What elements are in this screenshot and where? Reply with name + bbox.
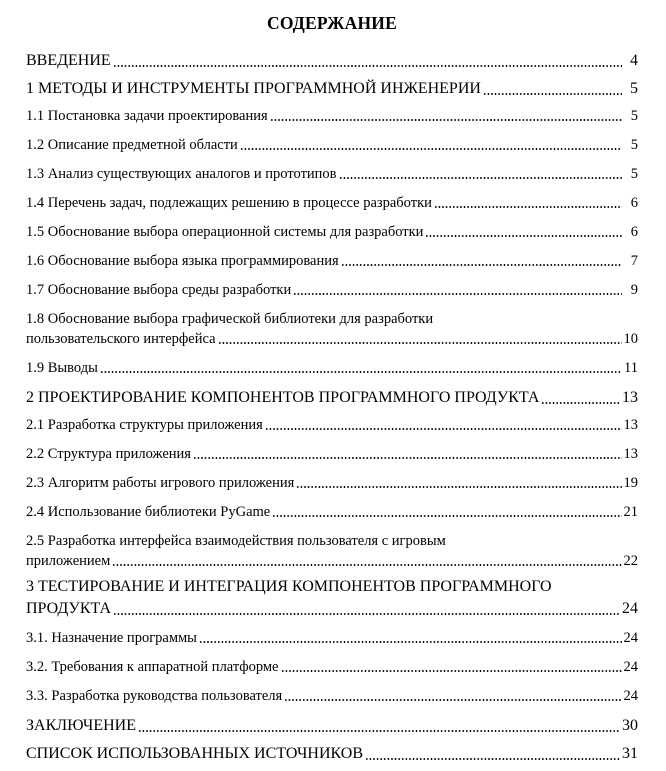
toc-entry-page: 9 bbox=[630, 282, 638, 298]
toc-entry-label-line1: 1.8 Обоснование выбора графической библиотеки для разработки bbox=[26, 311, 434, 327]
toc-entry-label: 1.4 Перечень задач, подлежащих решению в процессе разработки bbox=[26, 195, 432, 211]
toc-entry-line2 bbox=[26, 598, 638, 620]
toc-entry-label: 1.7 Обоснование выбора среды разработки bbox=[26, 282, 292, 298]
dot-leader bbox=[341, 264, 622, 266]
dot-leader bbox=[265, 428, 622, 430]
dot-leader bbox=[100, 371, 622, 373]
toc-entry-label: 3.2. Требования к аппаратной платформе bbox=[26, 659, 279, 675]
toc-entry-page: 5 bbox=[630, 166, 638, 182]
toc-entry-label: ЗАКЛЮЧЕНИЕ bbox=[26, 717, 136, 734]
toc-entry-label: ВВЕДЕНИЕ bbox=[26, 52, 111, 69]
dot-leader bbox=[293, 293, 622, 295]
toc-entry-page: 21 bbox=[623, 504, 638, 520]
toc-entry-label-line2: ПРОДУКТА bbox=[26, 600, 112, 617]
toc-entry-introduction[interactable] bbox=[26, 50, 638, 72]
toc-entry-2-2[interactable] bbox=[26, 444, 638, 464]
dot-leader bbox=[113, 65, 622, 67]
toc-entry-page: 7 bbox=[630, 253, 638, 269]
dot-leader bbox=[193, 457, 622, 459]
toc-entry-chapter-1[interactable] bbox=[26, 78, 638, 100]
toc-entry-label: 1.6 Обоснование выбора языка программирования bbox=[26, 253, 339, 269]
toc-entry-label: 1.1 Постановка задачи проектирования bbox=[26, 108, 268, 124]
toc-entry-line2 bbox=[26, 551, 638, 571]
toc-entry-references[interactable] bbox=[26, 743, 638, 765]
toc-entry-page: 13 bbox=[622, 389, 638, 406]
toc-entry-2-1[interactable] bbox=[26, 415, 638, 435]
table-of-contents bbox=[26, 10, 638, 771]
toc-entry-label: 1.2 Описание предметной области bbox=[26, 137, 238, 153]
toc-entry-3-3[interactable] bbox=[26, 686, 638, 706]
dot-leader bbox=[218, 342, 622, 344]
toc-entry-page: 22 bbox=[623, 553, 638, 569]
toc-entry-page: 6 bbox=[630, 195, 638, 211]
toc-entry-label: 2 ПРОЕКТИРОВАНИЕ КОМПОНЕНТОВ ПРОГРАММНОГО ПРОДУКТА bbox=[26, 389, 540, 406]
toc-entry-page: 24 bbox=[623, 688, 638, 704]
dot-leader bbox=[270, 119, 622, 121]
toc-entry-chapter-3[interactable] bbox=[26, 576, 638, 620]
dot-leader bbox=[199, 641, 622, 643]
toc-entry-label: 2.4 Использование библиотеки PyGame bbox=[26, 504, 271, 520]
dot-leader bbox=[284, 699, 621, 701]
toc-entry-label: 3.3. Разработка руководства пользователя bbox=[26, 688, 283, 704]
toc-entry-page: 5 bbox=[630, 137, 638, 153]
toc-entry-2-3[interactable] bbox=[26, 473, 638, 493]
toc-entry-page: 4 bbox=[630, 52, 638, 69]
toc-entry-1-3[interactable] bbox=[26, 164, 638, 184]
toc-entry-1-7[interactable] bbox=[26, 280, 638, 300]
toc-entry-label: 2.1 Разработка структуры приложения bbox=[26, 417, 263, 433]
dot-leader bbox=[296, 486, 621, 488]
dot-leader bbox=[240, 148, 622, 150]
dot-leader bbox=[425, 235, 622, 237]
toc-entry-1-1[interactable] bbox=[26, 106, 638, 126]
toc-entry-page: 6 bbox=[630, 224, 638, 240]
toc-entry-1-9[interactable] bbox=[26, 358, 638, 378]
toc-entry-label: 2.2 Структура приложения bbox=[26, 446, 191, 462]
toc-entry-2-5[interactable] bbox=[26, 531, 638, 571]
toc-entry-label-line2: приложением bbox=[26, 553, 111, 569]
toc-entry-page: 31 bbox=[622, 745, 638, 762]
dot-leader bbox=[339, 177, 622, 179]
dot-leader bbox=[281, 670, 622, 672]
toc-entry-1-4[interactable] bbox=[26, 193, 638, 213]
toc-entry-1-8[interactable] bbox=[26, 309, 638, 349]
toc-entry-1-6[interactable] bbox=[26, 251, 638, 271]
toc-entry-1-2[interactable] bbox=[26, 135, 638, 155]
dot-leader bbox=[365, 758, 620, 760]
toc-entry-label: 3.1. Назначение программы bbox=[26, 630, 197, 646]
toc-entry-3-2[interactable] bbox=[26, 657, 638, 677]
toc-entry-page: 5 bbox=[630, 80, 638, 97]
toc-entry-page: 30 bbox=[622, 717, 638, 734]
toc-entry-3-1[interactable] bbox=[26, 628, 638, 648]
toc-entry-label: 1.3 Анализ существующих аналогов и прототипов bbox=[26, 166, 337, 182]
toc-entry-1-5[interactable] bbox=[26, 222, 638, 242]
toc-entry-page: 24 bbox=[622, 600, 638, 617]
toc-entry-label: 1.9 Выводы bbox=[26, 360, 98, 376]
toc-entry-page: 19 bbox=[623, 475, 638, 491]
toc-entry-page: 13 bbox=[623, 417, 638, 433]
dot-leader bbox=[541, 402, 620, 404]
toc-entry-2-4[interactable] bbox=[26, 502, 638, 522]
toc-entry-label: 1 МЕТОДЫ И ИНСТРУМЕНТЫ ПРОГРАММНОЙ ИНЖЕНЕРИИ bbox=[26, 80, 481, 97]
dot-leader bbox=[113, 613, 620, 615]
toc-entry-label-line1: 3 ТЕСТИРОВАНИЕ И ИНТЕГРАЦИЯ КОМПОНЕНТОВ ПРОГРАММНОГО bbox=[26, 578, 552, 595]
toc-entry-label: 1.5 Обоснование выбора операционной системы для разработки bbox=[26, 224, 424, 240]
toc-entry-conclusion[interactable] bbox=[26, 715, 638, 737]
dot-leader bbox=[138, 730, 620, 732]
toc-entry-page: 5 bbox=[630, 108, 638, 124]
toc-entry-page: 24 bbox=[623, 630, 638, 646]
toc-entry-chapter-2[interactable] bbox=[26, 387, 638, 409]
toc-entry-label-line2: пользовательского интерфейса bbox=[26, 331, 216, 347]
toc-entry-page: 10 bbox=[623, 331, 638, 347]
toc-title: СОДЕРЖАНИЕ bbox=[266, 13, 397, 33]
dot-leader bbox=[112, 564, 621, 566]
toc-entry-label-line1: 2.5 Разработка интерфейса взаимодействия пользователя с игровым bbox=[26, 533, 446, 549]
toc-entry-page: 11 bbox=[624, 360, 638, 376]
toc-entry-page: 24 bbox=[623, 659, 638, 675]
toc-entry-line2 bbox=[26, 329, 638, 349]
toc-entry-page: 13 bbox=[623, 446, 638, 462]
dot-leader bbox=[272, 515, 621, 517]
toc-entry-label: СПИСОК ИСПОЛЬЗОВАННЫХ ИСТОЧНИКОВ bbox=[26, 745, 364, 762]
dot-leader bbox=[483, 93, 622, 95]
dot-leader bbox=[434, 206, 622, 208]
toc-entry-label: 2.3 Алгоритм работы игрового приложения bbox=[26, 475, 295, 491]
